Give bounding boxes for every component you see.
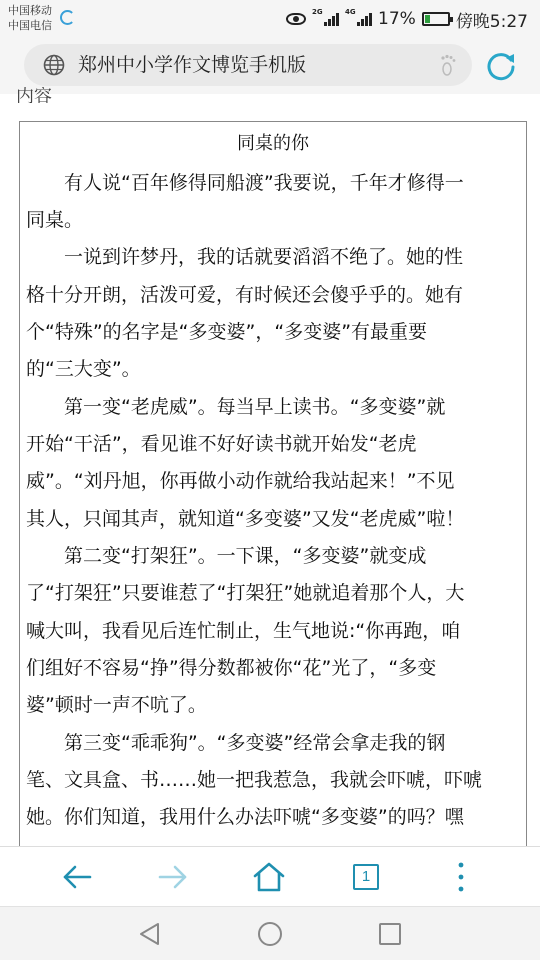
home-icon[interactable] <box>251 859 287 895</box>
article-line: 格十分开朗，活泼可爱，有时候还会傻乎乎的。她有 <box>26 284 464 306</box>
article-line: 同桌。 <box>26 209 84 231</box>
article-line: 的“三大变”。 <box>26 358 141 380</box>
article-title: 同桌的你 <box>237 133 309 154</box>
tabs-button[interactable]: 1 <box>353 864 379 890</box>
article-line: 笔、文具盒、书……她一把我惹急，我就会吓唬，吓唬 <box>26 769 483 791</box>
article-line: 喊大叫，我看见后连忙制止，生气地说:“你再跑，咱 <box>26 620 461 642</box>
carrier-info <box>8 3 52 33</box>
battery-icon <box>422 12 450 26</box>
article-line: 开始“干活”，看见谁不好好读书就开始发“老虎 <box>26 433 417 455</box>
section-label: 内容 <box>16 87 52 103</box>
refresh-icon[interactable] <box>484 48 518 82</box>
article-line: 婆”顿时一声不吭了。 <box>26 694 207 716</box>
article-line: 一说到许梦丹，我的话就要滔滔不绝了。她的性 <box>26 246 464 268</box>
back-arrow-icon[interactable] <box>59 859 95 895</box>
status-bar <box>0 0 540 38</box>
eye-comfort-icon <box>286 13 306 25</box>
article-line: 威”。“刘丹旭，你再做小动作就给我站起来！”不见 <box>26 470 455 492</box>
network-type-2: 4G <box>345 8 356 16</box>
article-line: 其人，只闻其声，就知道“多变婆”又发“老虎威”啦！ <box>26 508 465 530</box>
network-type-1: 2G <box>312 8 323 16</box>
carrier-1-label: 中国移动 <box>8 4 52 17</box>
menu-dots-icon[interactable] <box>443 859 479 895</box>
nav-recents-icon[interactable] <box>376 920 404 948</box>
browser-toolbar <box>0 846 540 906</box>
globe-icon <box>43 54 65 76</box>
page-title: 郑州中小学作文博览手机版 <box>78 54 307 76</box>
signal-2-icon <box>345 8 372 26</box>
article-box <box>19 121 527 861</box>
signal-1-icon <box>312 8 339 26</box>
article-line: 第三变“乖乖狗”。“多变婆”经常会拿走我的钢 <box>26 732 446 754</box>
article-line: 有人说“百年修得同船渡”我要说，千年才修得一 <box>26 172 464 194</box>
nav-back-icon[interactable] <box>136 920 164 948</box>
system-nav-bar <box>0 906 540 960</box>
url-field[interactable] <box>24 44 472 86</box>
article-line: 个“特殊”的名字是“多变婆”，“多变婆”有最重要 <box>26 321 428 343</box>
status-indicators <box>286 6 528 32</box>
article-line: 了“打架狂”只要谁惹了“打架狂”她就追着那个人，大 <box>26 582 465 604</box>
article-line: 第一变“老虎威”。每当早上读书。“多变婆”就 <box>26 396 446 418</box>
battery-percent: 17% <box>378 9 416 29</box>
loading-spinner-icon <box>60 10 75 25</box>
forward-arrow-icon[interactable] <box>155 859 191 895</box>
nav-home-icon[interactable] <box>256 920 284 948</box>
clock: 傍晚5:27 <box>455 11 528 32</box>
article-line: 她。你们知道，我用什么办法吓唬“多变婆”的吗？嘿 <box>26 806 464 828</box>
article-line: 第二变“打架狂”。一下课，“多变婆”就变成 <box>26 545 427 567</box>
carrier-2-label: 中国电信 <box>8 19 52 32</box>
footprint-icon[interactable] <box>436 53 460 77</box>
article-line: 们组好不容易“挣”得分数都被你“花”光了，“多变 <box>26 657 437 679</box>
browser-address-bar <box>0 38 540 94</box>
